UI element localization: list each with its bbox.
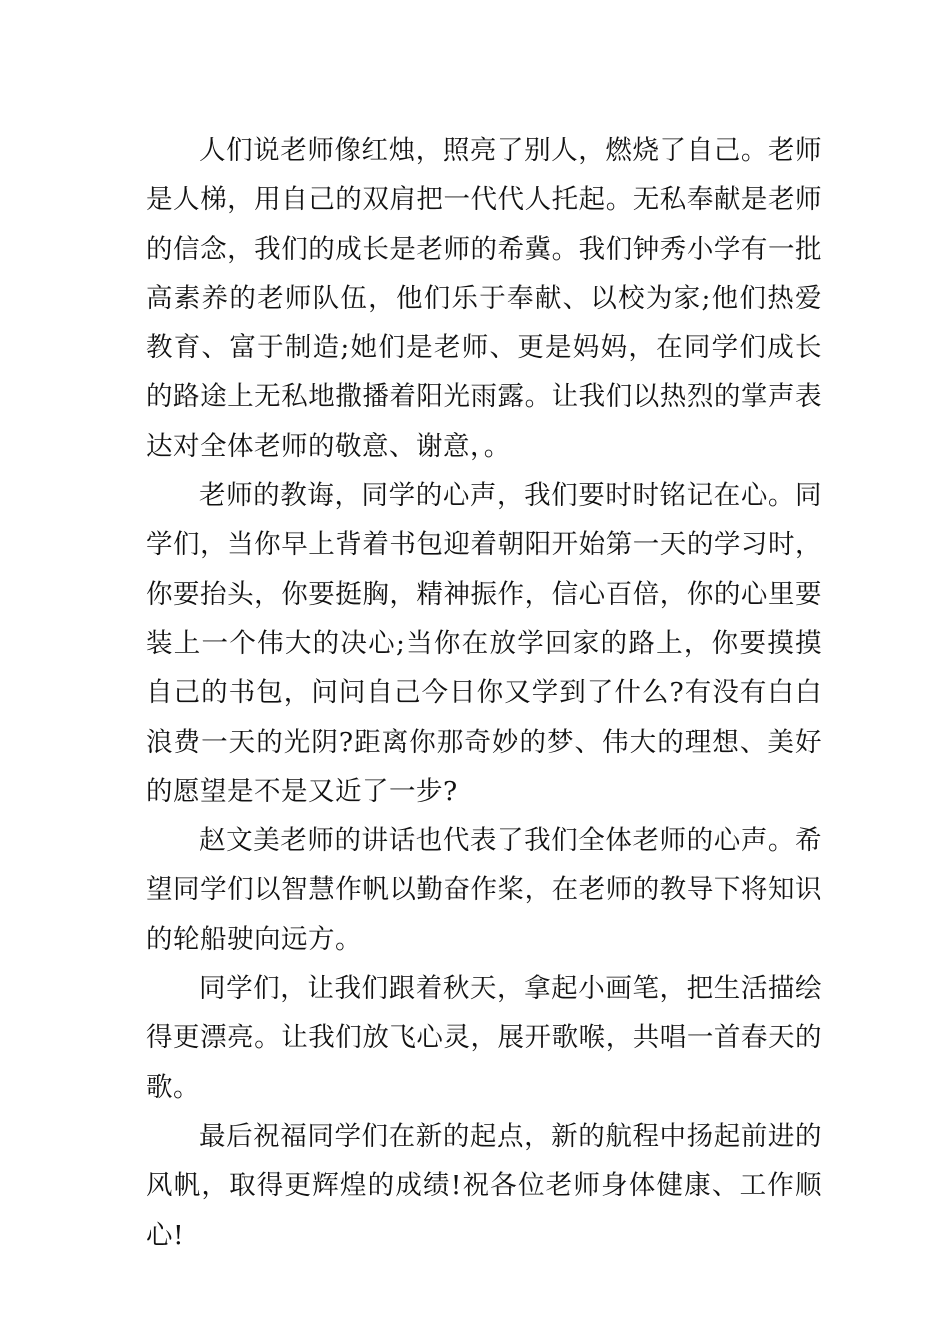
paragraph-2: 老师的教诲，同学的心声，我们要时时铭记在心。同学们，当你早上背着书包迎着朝阳开始第一天的学习时，你要抬头，你要挺胸，精神振作，信心百倍，你的心里要装上一个伟大的决心;当你在放学回家的路上，你要摸摸自己的书包，问问自己今日你又学到了什么?有没有白白浪费一天的光阴?距离你那奇妙的梦、伟大的理想、美好的愿望是不是又近了一步?	[146, 480, 822, 807]
paragraph-5: 最后祝福同学们在新的起点，新的航程中扬起前进的风帆，取得更辉煌的成绩!祝各位老师身体健康、工作顺心!	[146, 1120, 822, 1251]
document-body	[146, 126, 822, 1260]
paragraph-1: 人们说老师像红烛，照亮了别人，燃烧了自己。老师是人梯，用自己的双肩把一代代人托起。无私奉献是老师的信念，我们的成长是老师的希冀。我们钟秀小学有一批高素养的老师队伍，他们乐于奉献、以校为家;他们热爱教育、富于制造;她们是老师、更是妈妈，在同学们成长的路途上无私地撒播着阳光雨露。让我们以热烈的掌声表达对全体老师的敬意、谢意，。	[146, 135, 822, 462]
paragraph-4: 同学们，让我们跟着秋天，拿起小画笔，把生活描绘得更漂亮。让我们放飞心灵，展开歌喉，共唱一首春天的歌。	[146, 973, 822, 1103]
paragraph-3: 赵文美老师的讲话也代表了我们全体老师的心声。希望同学们以智慧作帆以勤奋作桨，在老师的教导下将知识的轮船驶向远方。	[146, 825, 822, 955]
